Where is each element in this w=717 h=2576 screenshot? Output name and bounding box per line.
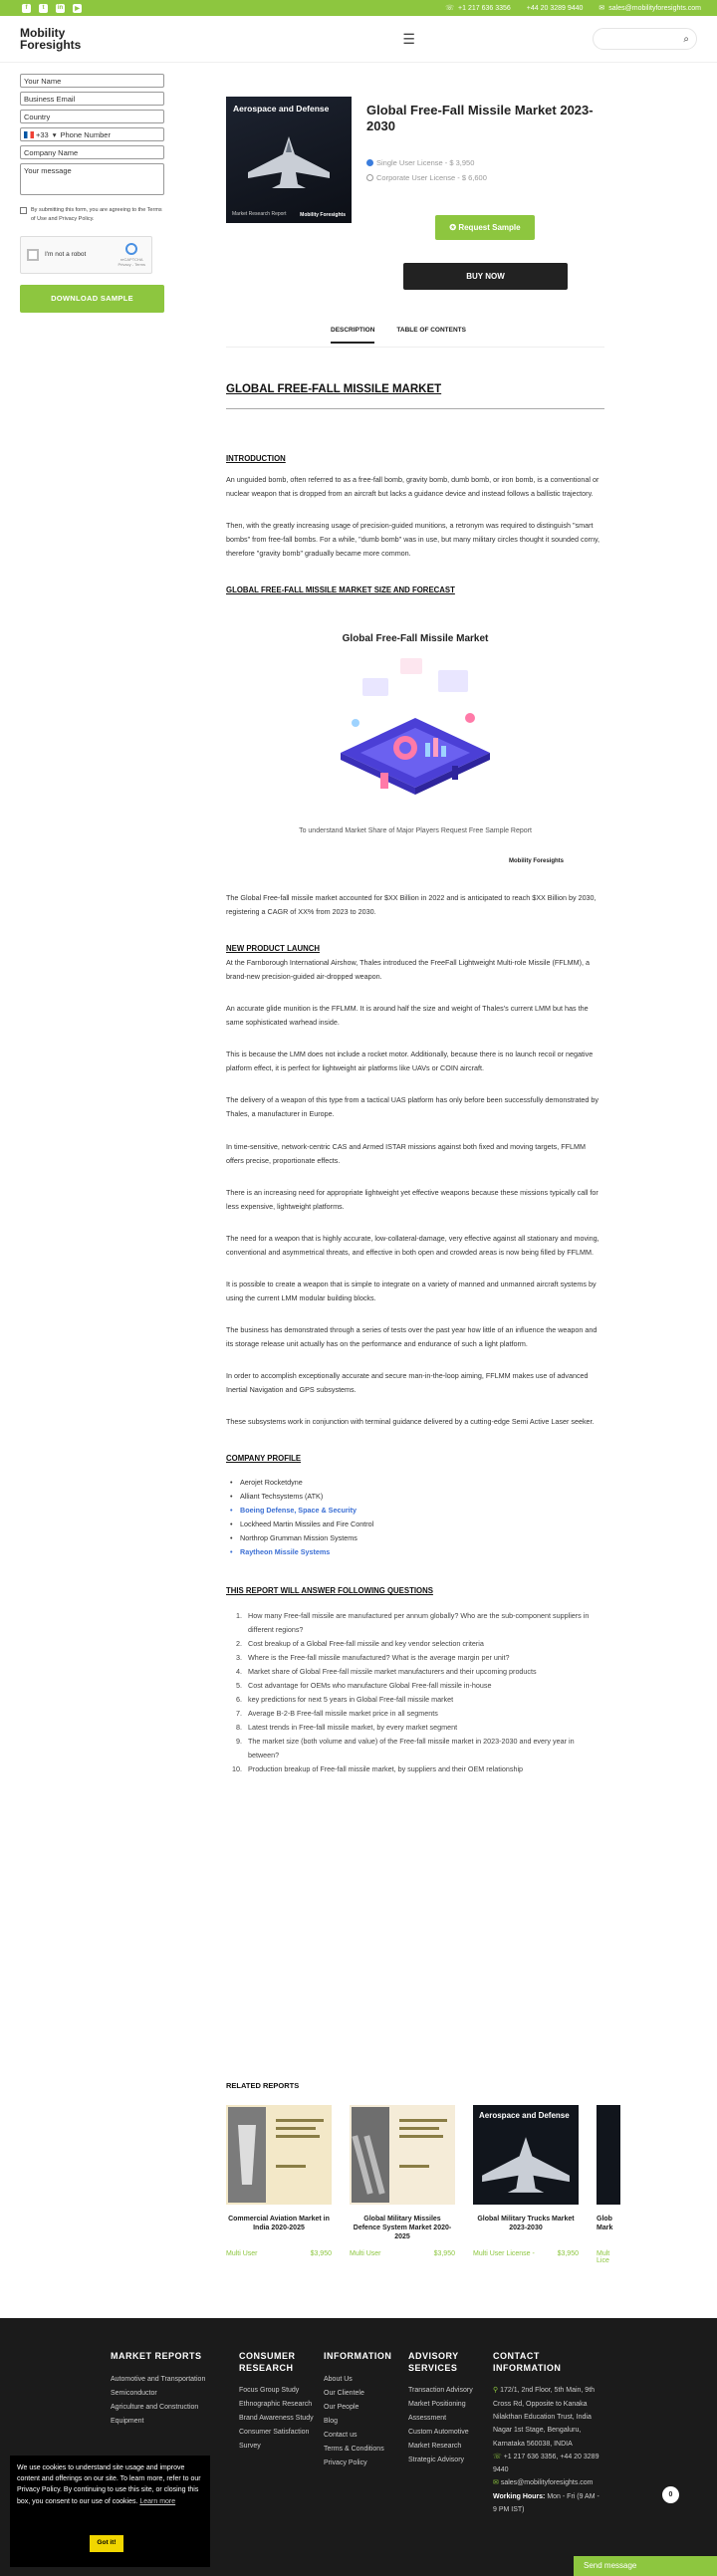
related-title[interactable]: Commercial Aviation Market in India 2020-2025	[228, 2216, 330, 2232]
related-card[interactable]: Glob Mark Mult Lice	[597, 2105, 620, 2264]
footer-link[interactable]: Transaction Advisory	[408, 2387, 473, 2395]
twitter-icon[interactable]: t	[39, 4, 48, 13]
related-heading: RELATED REPORTS	[226, 2081, 300, 2090]
mail-icon: ✉	[493, 2479, 501, 2487]
footer-information: INFORMATION About Us Our Clientele Our People Blog Contact us Terms & Conditions Privacy Policy	[324, 2351, 393, 2470]
phone-placeholder: Phone Number	[60, 129, 111, 139]
content-tabs	[331, 327, 466, 344]
recaptcha-icon	[125, 243, 137, 255]
footer-market-reports: MARKET REPORTS Automotive and Transportation Semiconductor Agriculture and Construction Equipment	[111, 2351, 220, 2429]
consent-checkbox-row[interactable]	[20, 206, 164, 224]
footer-link[interactable]: Brand Awareness Study	[239, 2415, 314, 2423]
footer-link[interactable]: Custom Automotive Market Research	[408, 2429, 469, 2451]
footer-link[interactable]: Terms & Conditions	[324, 2445, 384, 2453]
social-links	[22, 4, 82, 13]
footer-link[interactable]: Consumer Satisfaction Survey	[239, 2429, 310, 2451]
footer-link[interactable]: Automotive and Transportation	[111, 2375, 206, 2383]
product-title: Global Free-Fall Missile Market 2023-2030	[366, 103, 594, 134]
fighter-jet-icon	[479, 2135, 573, 2195]
list-item: • Alliant Techsystems (ATK)	[226, 1490, 604, 1504]
buy-now-button[interactable]: BUY NOW	[403, 263, 568, 290]
request-sample-button[interactable]: ✪ Request Sample	[435, 215, 535, 240]
footer-link[interactable]: Privacy Policy	[324, 2459, 367, 2466]
launch-heading: NEW PRODUCT LAUNCH	[226, 944, 320, 954]
paragraph: Then, with the greatly increasing usage of precision-guided munitions, a retronym was required to distinguish "smart bombs" from free-fall bombs. For a while, "dumb bomb" was in use, but many military circles thought it sounded corny, therefore "gravity bomb" gradually became more common.	[226, 520, 600, 558]
related-title[interactable]: Global Military Missiles Defence System Market 2020-2025	[353, 2216, 452, 2241]
heading-divider	[226, 408, 604, 409]
list-item: 9. The market size (both volume and value) of the Free-fall missile market in 2023-2030 and every year in between?	[244, 1735, 604, 1762]
tab-divider	[226, 347, 604, 348]
list-item: 10. Production breakup of Free-fall missile market, by suppliers and their OEM relationship	[244, 1762, 604, 1776]
related-title[interactable]: Glob Mark	[597, 2216, 613, 2232]
send-message-button[interactable]: Send message	[574, 2556, 717, 2576]
footer-link[interactable]: Semiconductor	[111, 2389, 157, 2397]
recaptcha-checkbox[interactable]	[27, 249, 39, 261]
footer-link[interactable]: Market Positioning Assessment	[408, 2401, 466, 2423]
paragraph: There is an increasing need for appropriate lightweight yet effective weapons because these missions typically call for less expensive, lightweight platforms.	[226, 1187, 598, 1211]
related-reports	[226, 2081, 717, 2264]
list-item: • Northrop Grumman Mission Systems	[226, 1531, 604, 1545]
radio-selected-icon[interactable]	[366, 159, 373, 166]
related-card[interactable]: Aerospace and Defense Global Military Trucks Market 2023-2030 Multi User License - $3,950	[473, 2105, 579, 2264]
phone-icon: ☏	[445, 5, 455, 12]
aircraft-tail-icon	[226, 2105, 332, 2205]
top-bar	[0, 0, 717, 16]
report-cover-image: Aerospace and Defense Market Research Report Mobility Foresights	[226, 97, 352, 223]
footer-link[interactable]: Contact us	[324, 2431, 358, 2439]
paragraph: The delivery of a weapon of this type from a tactical UAS platform has only before been successfully demonstrated by Thales, a manufacturer in Europe.	[226, 1095, 598, 1119]
footer-link[interactable]: Our People	[324, 2403, 359, 2411]
paragraph: In time-sensitive, network-centric CAS and Armed ISTAR missions against both fixed and moving targets, FFLMM offers precise, proportionate effects.	[226, 1141, 586, 1165]
chevron-down-icon[interactable]: ▾	[52, 129, 57, 139]
list-item: 3. Where is the Free-fall missile manufactured? What is the average margin per unit?	[244, 1651, 604, 1665]
infographic-title: Global Free-Fall Missile Market	[342, 632, 489, 644]
footer-email[interactable]: ✉ sales@mobilityforesights.com	[493, 2479, 594, 2487]
questions-list	[244, 1609, 604, 1776]
list-item: • Aerojet Rocketdyne	[226, 1476, 604, 1490]
list-item: 4. Market share of Global Free-fall missile market manufacturers and their upcoming products	[244, 1665, 604, 1679]
related-title[interactable]: Global Military Trucks Market 2023-2030	[477, 2216, 575, 2232]
message-field[interactable]: Your message	[20, 163, 164, 195]
infographic-logo: Mobility Foresights	[509, 857, 565, 864]
report-thumbnail[interactable]: Aerospace and Defense	[473, 2105, 579, 2205]
infographic-caption[interactable]: To understand Market Share of Major Players Request Free Sample Report	[299, 826, 532, 834]
consent-checkbox[interactable]	[20, 207, 27, 214]
name-field[interactable]: Your Name	[20, 74, 164, 88]
paragraph: This is because the LMM does not include a rocket motor. Additionally, because there is no launch recoil or negative platform effect, it is perfect for lightweight air platforms like UAVs or COIN aircraft.	[226, 1050, 594, 1073]
footer-link[interactable]: Strategic Advisory	[408, 2457, 465, 2464]
email-link[interactable]: ✉ sales@mobilityforesights.com	[598, 4, 701, 12]
france-flag-icon[interactable]	[24, 131, 34, 138]
isometric-dashboard-illustration	[321, 648, 510, 818]
search-icon[interactable]: ⌕	[683, 33, 689, 45]
tab-description[interactable]: DESCRIPTION	[331, 327, 374, 344]
learn-more-link[interactable]: Learn more	[139, 2497, 176, 2505]
company-list	[226, 1476, 604, 1559]
missile-launcher-icon	[350, 2105, 455, 2205]
recaptcha-label: I'm not a robot	[45, 251, 87, 259]
report-thumbnail[interactable]	[597, 2105, 620, 2205]
linkedin-icon[interactable]: in	[57, 5, 64, 11]
site-header	[0, 16, 717, 63]
paragraph: An accurate glide munition is the FFLMM. It is around half the size and weight of Thales's current LMM but has the same sophisticated warhead inside.	[226, 1004, 589, 1028]
footer-link[interactable]: Focus Group Study	[239, 2387, 300, 2395]
paragraph: An unguided bomb, often referred to as a free-fall bomb, gravity bomb, dumb bomb, or iron bomb, is a conventional or nuclear weapon that is dropped from an aircraft but lacks a guidance device and instead follows a ballistic trajectory.	[226, 474, 599, 498]
paragraph: In order to accomplish exceptionally accurate and secure man-in-the-loop aiming, FFLMM makes use of advanced Inertial Navigation and GPS subsystems.	[226, 1370, 589, 1394]
company-heading: COMPANY PROFILE	[226, 1453, 302, 1463]
phone-uk[interactable]: +44 20 3289 9440	[526, 4, 584, 12]
sample-request-form	[20, 74, 164, 313]
consent-text: By submitting this form, you are agreeing to the Terms of Use and Privacy Policy.	[31, 207, 162, 222]
footer-hours: Working Hours: Mon - Fri (9 AM - 9 PM IST)	[493, 2492, 599, 2514]
footer-consumer-research: CONSUMER RESEARCH Focus Group Study Ethnographic Research Brand Awareness Study Consumer Satisfaction Survey	[239, 2351, 314, 2454]
footer-link[interactable]: About Us	[324, 2375, 353, 2383]
phone-us[interactable]: ☏ +1 217 636 3356	[445, 4, 511, 12]
list-item: 7. Average B-2-B Free-fall missile market price in all segments	[244, 1707, 604, 1721]
related-card[interactable]: Commercial Aviation Market in India 2020-2025 Multi User $3,950	[226, 2105, 332, 2264]
country-field[interactable]: Country	[20, 110, 164, 123]
phone-icon: ☏	[493, 2453, 504, 2460]
facebook-icon[interactable]: f	[22, 4, 31, 13]
company-link[interactable]: • Boeing Defense, Space & Security	[226, 1504, 604, 1518]
recaptcha-widget[interactable]	[20, 236, 152, 274]
related-card[interactable]: Global Military Missiles Defence System Market 2020-2025 Multi User $3,950	[350, 2105, 455, 2264]
paragraph: The Global Free-fall missile market accounted for $XX Billion in 2022 and is anticipated to reach $XX Billion by 2030, registering a CAGR of XX% from 2023 to 2030.	[226, 892, 597, 917]
email-field[interactable]: Business Email	[20, 92, 164, 106]
paragraph: The need for a weapon that is highly accurate, low-collateral-damage, very effective against all stationary and moving, conventional and asymmetrical threats, and effective in both open and crowded areas is now being filled by FFLMM.	[226, 1233, 599, 1257]
list-item: 8. Latest trends in Free-fall missile market, by every market segment	[244, 1721, 604, 1735]
site-logo[interactable]: Mobility Foresights	[20, 26, 82, 52]
youtube-icon[interactable]: ▶	[73, 4, 82, 13]
size-heading: GLOBAL FREE-FALL MISSILE MARKET SIZE AND FORECAST	[226, 585, 455, 594]
footer-link[interactable]: Our Clientele	[324, 2389, 364, 2397]
footer-link[interactable]: Blog	[324, 2417, 339, 2425]
questions-heading: THIS REPORT WILL ANSWER FOLLOWING QUESTIONS	[226, 1586, 433, 1596]
paragraph: At the Farnborough International Airshow, Thales introduced the FreeFall Lightweight Multi-role Missile (FFLMM), a brand-new precision-guided air-dropped weapon.	[226, 958, 590, 982]
phone-field[interactable]	[20, 127, 164, 141]
notification-badge[interactable]: 0	[662, 2486, 679, 2503]
intro-heading: INTRODUCTION	[226, 454, 286, 464]
footer-link[interactable]: Agriculture and Construction Equipment	[111, 2403, 199, 2425]
search-input[interactable]	[593, 28, 697, 50]
page-title: GLOBAL FREE-FALL MISSILE MARKET	[226, 383, 442, 395]
footer-advisory: ADVISORY SERVICES Transaction Advisory Market Positioning Assessment Custom Automotive Market Research Strategic Advisory	[408, 2351, 483, 2467]
company-link[interactable]: • Raytheon Missile Systems	[226, 1545, 604, 1559]
footer-contact: CONTACT INFORMATION ⚲ 172/1, 2nd Floor, 5th Main, 9th Cross Rd, Opposite to Kanaka Nilakthan Education Trust, India Nagar 1st Stage, Bengaluru, Karnataka 560038, INDIA ☏ +1 217 636 3356, +44 20 3289 9440 ✉ sales@mobilityforesights.com Working Hours: Mon - Fri (9 AM - 9 PM IST)	[493, 2351, 599, 2514]
report-thumbnail[interactable]	[226, 2105, 332, 2205]
footer-address: ⚲ 172/1, 2nd Floor, 5th Main, 9th Cross Rd, Opposite to Kanaka Nilakthan Education Trust, India Nagar 1st Stage, Bengaluru, Karnataka 560038, INDIA	[493, 2387, 596, 2448]
tab-table-of-contents[interactable]: TABLE OF CONTENTS	[396, 327, 466, 334]
footer-link[interactable]: Ethnographic Research	[239, 2401, 313, 2409]
paragraph: It is possible to create a weapon that is simple to integrate on a variety of manned and unmanned aircraft systems by using the current LMM modular building blocks.	[226, 1279, 597, 1302]
list-item: 6. key predictions for next 5 years in Global Free-fall missile market	[244, 1693, 604, 1707]
list-item: 1. How many Free-fall missile are manufactured per annum globally? Who are the sub-component suppliers in different regions?	[244, 1609, 604, 1637]
cookie-banner	[10, 2456, 210, 2567]
recaptcha-logo: reCAPTCHA Privacy - Terms	[119, 243, 145, 267]
hamburger-menu-icon[interactable]: ☰	[402, 30, 415, 47]
list-item: • Lockheed Martin Missiles and Fire Control	[226, 1518, 604, 1531]
license-corporate-option[interactable]: Corporate User License - $ 6,600	[366, 173, 487, 182]
company-field[interactable]: Company Name	[20, 145, 164, 159]
radio-icon[interactable]	[366, 174, 373, 181]
list-item: 2. Cost breakup of a Global Free-fall missile and key vendor selection criteria	[244, 1637, 604, 1651]
market-infographic[interactable]	[226, 603, 604, 865]
paragraph: The business has demonstrated through a series of tests over the past year how little of an influence the weapon and its storage release unit actually has on the performance and endurance of such a light platform.	[226, 1324, 598, 1348]
paragraph: These subsystems work in conjunction with terminal guidance delivered by a cutting-edge Semi Active Laser seeker.	[226, 1416, 595, 1426]
mail-icon: ✉	[598, 5, 605, 12]
cookie-accept-button[interactable]: Got it!	[90, 2535, 123, 2552]
cookie-text: We use cookies to understand site usage and improve content and offerings on our site. To learn more, refer to our Privacy Policy. By continuing to use this site, or closing this box, you consent to our use of cookies.	[17, 2464, 201, 2505]
location-icon: ⚲	[493, 2387, 501, 2395]
license-single-option[interactable]: Single User License - $ 3,950	[366, 158, 474, 167]
footer-phones[interactable]: ☏ +1 217 636 3356, +44 20 3289 9440	[493, 2453, 599, 2474]
fighter-jet-icon	[246, 134, 332, 190]
report-description	[226, 378, 604, 1776]
list-item: 5. Cost advantage for OEMs who manufacture Global Free-fall missile in-house	[244, 1679, 604, 1693]
download-sample-button[interactable]: DOWNLOAD SAMPLE	[20, 285, 164, 313]
phone-code[interactable]: +33	[36, 129, 49, 139]
report-thumbnail[interactable]	[350, 2105, 455, 2205]
